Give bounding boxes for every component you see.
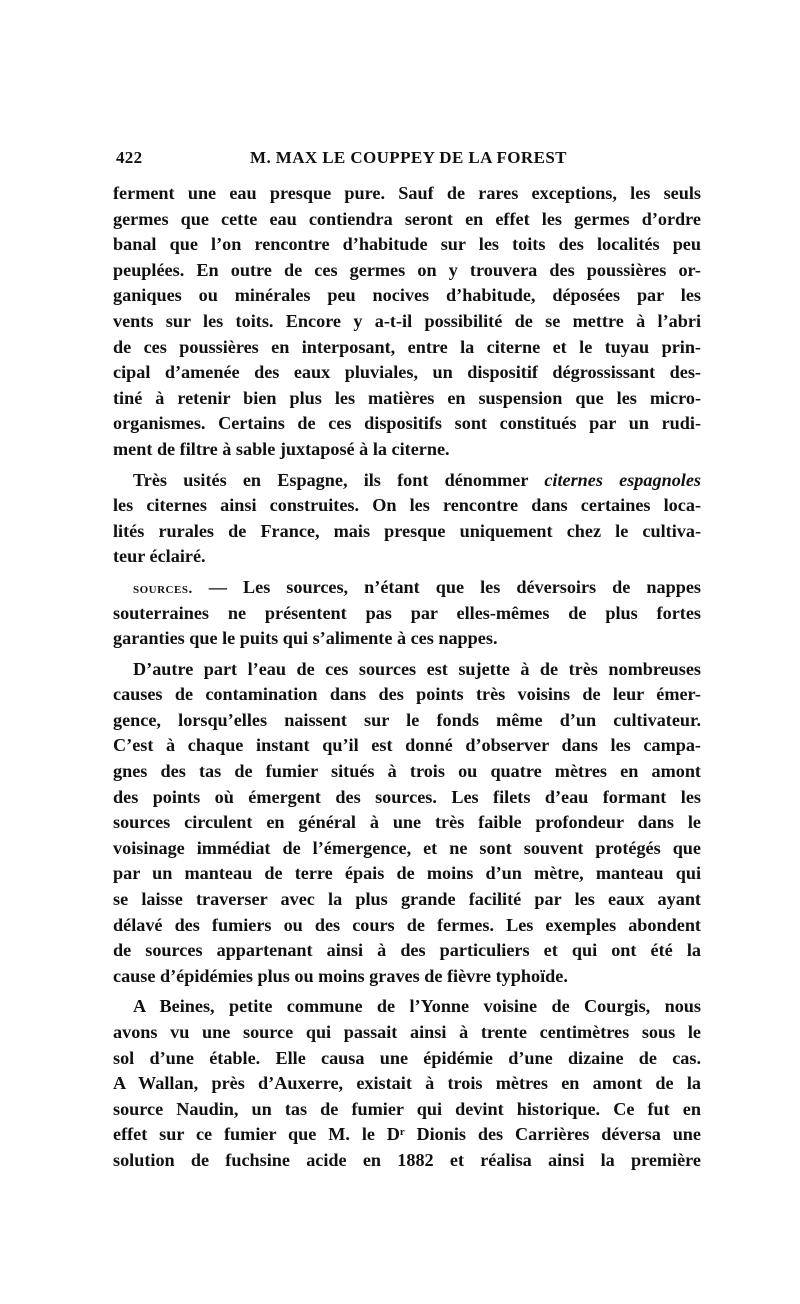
paragraph: [113, 994, 701, 1173]
text-line: se laisse traverser avec la plus grande facilité par les eaux ayant: [113, 889, 701, 910]
text-line: causes de contamination dans des points très voisins de leur émer-: [113, 684, 701, 705]
text-line: voisinage immédiat de l’émergence, et ne sont souvent protégés que: [113, 837, 701, 858]
text-line: banal que l’on rencontre d’habitude sur les toits des localités peu: [113, 234, 701, 255]
text-line: de sources appartenant ainsi à des particuliers et qui ont été la: [113, 940, 701, 961]
text-line: ment de filtre à sable juxtaposé à la citerne.: [113, 438, 450, 459]
text-line: source Naudin, un tas de fumier qui devint historique. Ce fut en: [113, 1098, 701, 1119]
text-line: teur éclairé.: [113, 546, 206, 567]
text-line: [113, 468, 701, 494]
text-line: organismes. Certains de ces dispositifs sont constitués par un rudi-: [113, 413, 701, 434]
paragraph: [113, 181, 701, 463]
italic-term: citernes espagnoles: [544, 469, 701, 490]
text-line: des points où émergent des sources. Les filets d’eau formant les: [113, 786, 701, 807]
text-line: délavé des fumiers ou des cours de fermes. Les exemples abondent: [113, 914, 701, 935]
text-line: ganiques ou minérales peu nocives d’habitude, déposées par les: [113, 285, 701, 306]
page-number: 422: [116, 148, 143, 167]
text-run: Très usités en Espagne, ils font dénommer: [133, 469, 545, 490]
running-title: M. MAX LE COUPPEY DE LA FOREST: [250, 148, 567, 167]
text-line: gence, lorsqu’elles naissent sur le fonds même d’un cultivateur.: [113, 709, 701, 730]
text-line: souterraines ne présentent pas par elles-mêmes de plus fortes: [113, 602, 701, 623]
section-heading: sources.: [133, 580, 193, 597]
text-line: sources circulent en général à une très faible profondeur dans le: [113, 812, 701, 833]
text-line: [113, 575, 701, 601]
text-line: C’est à chaque instant qu’il est donné d’observer dans les campa-: [113, 735, 701, 756]
text-line: les citernes ainsi construites. On les rencontre dans certaines loca-: [113, 495, 701, 516]
text-line: ferment une eau presque pure. Sauf de rares exceptions, les seuls: [113, 183, 701, 203]
text-line: avons vu une source qui passait ainsi à trente centimètres sous le: [113, 1022, 701, 1042]
text-line: germes que cette eau contiendra seront en effet les germes d’ordre: [113, 208, 701, 229]
text-line: D’autre part l’eau de ces sources est sujette à de très nombreuses: [133, 658, 701, 679]
text-line: tiné à retenir bien plus les matières en suspension que les micro-: [113, 387, 701, 408]
text-line: A Beines, petite commune de l’Yonne voisine de Courgis, nous: [133, 996, 701, 1017]
book-page: [113, 148, 701, 1174]
paragraph: [113, 468, 701, 570]
running-header: [113, 148, 701, 174]
text-line: cause d’épidémies plus ou moins graves de fièvre typhoïde.: [113, 965, 568, 986]
text-line: par un manteau de terre épais de moins d’un mètre, manteau qui: [113, 863, 701, 884]
text-line: A Wallan, près d’Auxerre, existait à trois mètres en amont de la: [113, 1073, 701, 1094]
text-run: — Les sources, n’étant que les déversoirs de nappes: [192, 576, 701, 597]
text-line: effet sur ce fumier que M. le Dʳ Dionis des Carrières déversa une: [113, 1124, 701, 1145]
text-line: peuplées. En outre de ces germes on y trouvera des poussières or-: [113, 259, 701, 280]
text-line: gnes des tas de fumier situés à trois ou quatre mètres en amont: [113, 761, 701, 782]
text-line: cipal d’amenée des eaux pluviales, un dispositif dégrossissant des-: [113, 362, 701, 383]
text-line: solution de fuchsine acide en 1882 et réalisa ainsi la première: [113, 1149, 701, 1170]
text-line: de ces poussières en interposant, entre la citerne et le tuyau prin-: [113, 336, 701, 357]
body-text: [113, 181, 701, 1174]
paragraph: [113, 657, 701, 990]
text-line: lités rurales de France, mais presque uniquement chez le cultiva-: [113, 520, 701, 541]
paragraph: [113, 575, 701, 652]
text-line: vents sur les toits. Encore y a-t-il possibilité de se mettre à l’abri: [113, 310, 701, 331]
text-line: sol d’une étable. Elle causa une épidémie d’une dizaine de cas.: [113, 1047, 701, 1068]
text-line: garanties que le puits qui s’alimente à ces nappes.: [113, 628, 498, 649]
